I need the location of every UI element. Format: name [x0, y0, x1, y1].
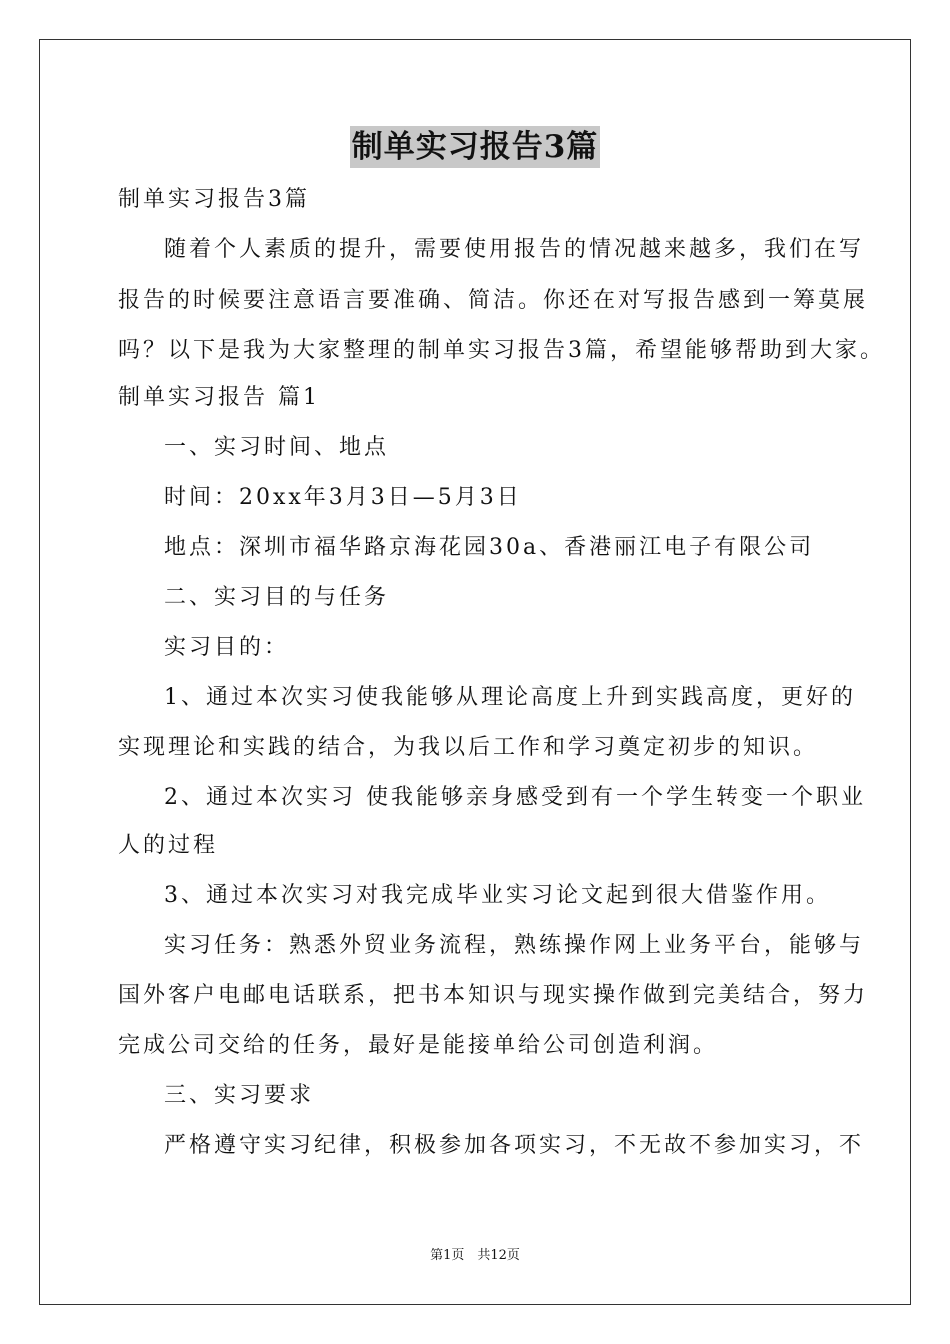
paragraph-line: 一、实习时间、地点	[164, 435, 390, 460]
paragraph-line: 吗？以下是我为大家整理的制单实习报告3篇，希望能够帮助到大家。	[118, 338, 885, 363]
paragraph-line: 完成公司交给的任务，最好是能接单给公司创造利润。	[118, 1033, 719, 1058]
paragraph-line: 二、实习目的与任务	[164, 585, 390, 610]
title-container	[0, 126, 950, 168]
paragraph-line: 随着个人素质的提升，需要使用报告的情况越来越多，我们在写	[164, 237, 865, 262]
paragraph-line: 实现理论和实践的结合，为我以后工作和学习奠定初步的知识。	[118, 735, 819, 760]
paragraph-line: 地点：深圳市福华路京海花园30a、香港丽江电子有限公司	[164, 535, 815, 560]
paragraph-line: 1、通过本次实习使我能够从理论高度上升到实践高度，更好的	[164, 685, 856, 710]
paragraph-line: 实习目的：	[164, 635, 290, 660]
document-title: 制单实习报告3篇	[350, 126, 601, 168]
paragraph-line: 报告的时候要注意语言要准确、简洁。你还在对写报告感到一筹莫展	[118, 288, 869, 313]
paragraph-line: 时间：20xx年3月3日—5月3日	[164, 485, 522, 510]
paragraph-line: 实习任务：熟悉外贸业务流程，熟练操作网上业务平台，能够与	[164, 933, 865, 958]
paragraph-line: 国外客户电邮电话联系，把书本知识与现实操作做到完美结合，努力	[118, 983, 869, 1008]
paragraph-line: 三、实习要求	[164, 1083, 315, 1108]
paragraph-line: 人的过程	[118, 833, 219, 858]
page-footer: 第1页 共12页	[430, 1248, 520, 1263]
section-heading: 制单实习报告 篇1	[118, 385, 320, 410]
paragraph-line: 2、通过本次实习 使我能够亲身感受到有一个学生转变一个职业	[164, 785, 866, 810]
page-border	[39, 39, 911, 1305]
subtitle-line: 制单实习报告3篇	[118, 187, 310, 212]
paragraph-line: 严格遵守实习纪律，积极参加各项实习，不无故不参加实习，不	[164, 1133, 865, 1158]
paragraph-line: 3、通过本次实习对我完成毕业实习论文起到很大借鉴作用。	[164, 883, 831, 908]
